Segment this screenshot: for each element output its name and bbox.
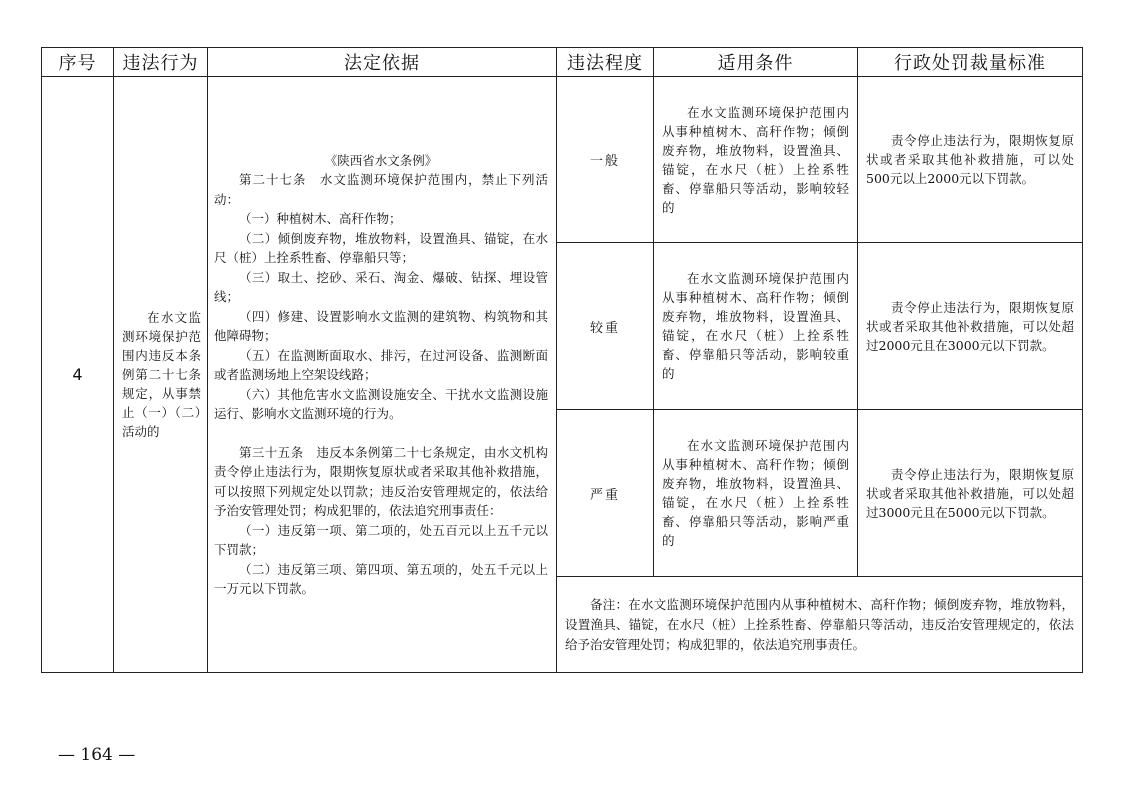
article-27: 第二十七条 水文监测环境保护范围内，禁止下列活动： bbox=[214, 172, 548, 207]
condition-severe-text: 在水文监测环境保护范围内从事种植树木、高秆作物；倾倒废弃物，堆放物料，设置渔具、锚锭，在水尺（桩）上拴系牲畜、停靠船只等活动，影响严重的 bbox=[662, 438, 849, 548]
page-number: — 164 — bbox=[58, 745, 136, 765]
article-27-item-3: （三）取土、挖砂、采石、淘金、爆破、钻探、埋设管线； bbox=[214, 269, 548, 304]
header-behavior: 违法行为 bbox=[114, 48, 208, 77]
condition-severe bbox=[654, 410, 858, 577]
article-27-item-4: （四）修建、设置影响水文监测的建筑物、构筑物和其他障碍物； bbox=[214, 308, 548, 343]
level-severe: 严重 bbox=[557, 410, 654, 577]
header-level: 违法程度 bbox=[557, 48, 654, 77]
header-condition: 适用条件 bbox=[654, 48, 858, 77]
header-basis: 法定依据 bbox=[208, 48, 557, 77]
level-serious: 较重 bbox=[557, 243, 654, 410]
condition-serious-text: 在水文监测环境保护范围内从事种植树木、高秆作物；倾倒废弃物，堆放物料，设置渔具、锚锭，在水尺（桩）上拴系牲畜、停靠船只等活动，影响较重的 bbox=[662, 271, 849, 381]
header-seq: 序号 bbox=[42, 48, 114, 77]
standard-serious-text: 责令停止违法行为，限期恢复原状或者采取其他补救措施，可以处超过2000元且在3000元以下罚款。 bbox=[866, 299, 1074, 353]
level-general: 一般 bbox=[557, 77, 654, 243]
standard-general bbox=[858, 77, 1083, 243]
standard-severe-text: 责令停止违法行为，限期恢复原状或者采取其他补救措施，可以处超过3000元且在5000元以下罚款。 bbox=[866, 466, 1074, 520]
legal-basis-cell bbox=[208, 77, 557, 673]
condition-general bbox=[654, 77, 858, 243]
header-row bbox=[42, 48, 1083, 77]
penalty-table bbox=[41, 47, 1083, 673]
behavior-text: 在水文监测环境保护范围内违反本条例第二十七条规定，从事禁止（一）（二）活动的 bbox=[122, 310, 201, 439]
condition-general-text: 在水文监测环境保护范围内从事种植树木、高秆作物；倾倒废弃物，堆放物料，设置渔具、锚锭，在水尺（桩）上拴系牲畜、停靠船只等活动，影响较轻的 bbox=[662, 104, 849, 215]
standard-severe bbox=[858, 410, 1083, 577]
article-35-item-2: （二）违反第三项、第四项、第五项的，处五千元以上一万元以下罚款。 bbox=[214, 561, 548, 596]
article-27-item-6: （六）其他危害水文监测设施安全、干扰水文监测设施运行、影响水文监测环境的行为。 bbox=[214, 386, 548, 421]
remark-text: 备注：在水文监测环境保护范围内从事种植树木、高秆作物；倾倒废弃物，堆放物料，设置渔具、锚锭，在水尺（桩）上拴系牲畜、停靠船只等活动，违反治安管理规定的，依法给予治安管理处罚；构成犯罪的，依法追究刑事责任。 bbox=[565, 596, 1074, 652]
basis-title: 《陕西省水文条例》 bbox=[324, 152, 438, 168]
behavior-cell bbox=[114, 77, 208, 673]
standard-serious bbox=[858, 243, 1083, 410]
standard-general-text: 责令停止违法行为，限期恢复原状或者采取其他补救措施，可以处500元以上2000元以下罚款。 bbox=[866, 133, 1074, 186]
remark-cell bbox=[557, 577, 1083, 673]
table-row bbox=[42, 77, 1083, 243]
header-standard: 行政处罚裁量标准 bbox=[858, 48, 1083, 77]
article-27-item-2: （二）倾倒废弃物，堆放物料，设置渔具、锚锭，在水尺（桩）上拴系牲畜、停靠船只等； bbox=[214, 230, 548, 265]
article-27-item-1: （一）种植树木、高秆作物； bbox=[239, 211, 402, 226]
article-27-item-5: （五）在监测断面取水、排污，在过河设备、监测断面或者监测场地上空架设线路； bbox=[214, 347, 548, 382]
article-35-item-1: （一）违反第一项、第二项的，处五百元以上五千元以下罚款； bbox=[214, 522, 548, 557]
condition-serious bbox=[654, 243, 858, 410]
article-35: 第三十五条 违反本条例第二十七条规定，由水文机构责令停止违法行为，限期恢复原状或者采取其他补救措施，可以按照下列规定处以罚款；违反治安管理规定的，依法给予治安管理处罚；构成犯罪的，依法追究刑事责任： bbox=[214, 444, 548, 518]
seq-cell: 4 bbox=[42, 77, 114, 673]
